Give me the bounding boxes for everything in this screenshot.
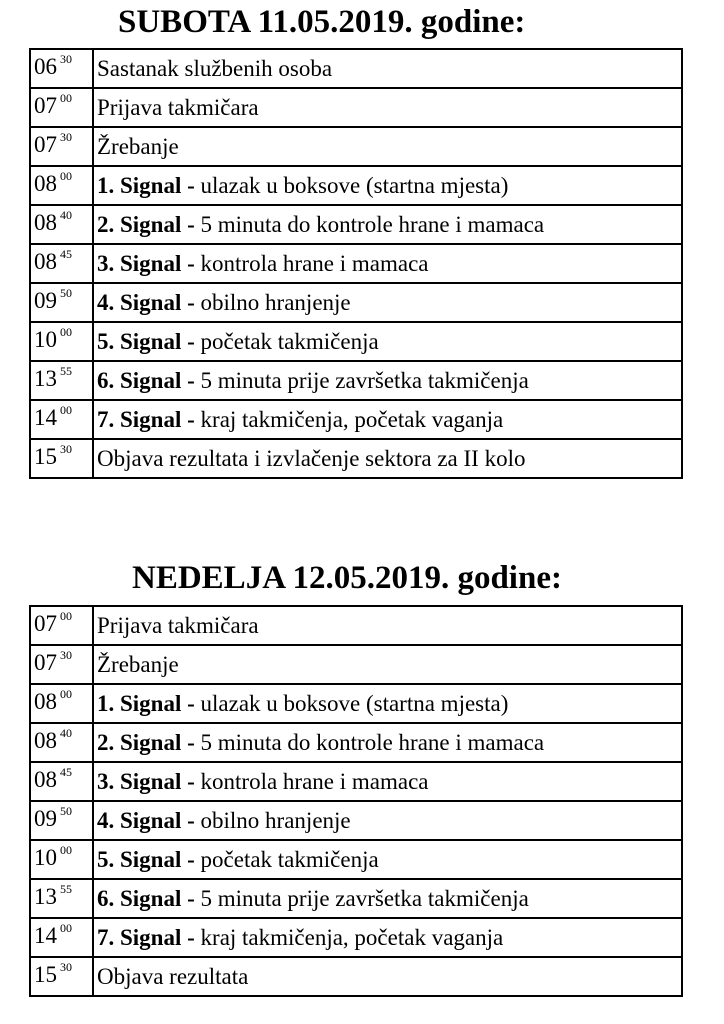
schedule-row [30, 801, 682, 840]
time-minute: 40 [60, 208, 72, 222]
event-text: obilno hranjenje [200, 289, 351, 315]
event-cell [93, 400, 682, 439]
time-hour: 07 [34, 611, 57, 636]
time-minute: 30 [60, 648, 72, 662]
time-minute: 00 [60, 843, 72, 857]
event-text: početak takmičenja [200, 328, 379, 354]
event-text: Žrebanje [97, 133, 179, 159]
signal-label: 3. Signal - [97, 250, 195, 276]
time-minute: 30 [60, 52, 72, 66]
event-text: kontrola hrane i mamaca [200, 250, 429, 276]
event-text: Objava rezultata i izvlačenje sektora za II kolo [97, 445, 526, 471]
signal-label: 4. Signal - [97, 289, 195, 315]
time-cell [30, 244, 93, 283]
signal-label: 1. Signal - [97, 172, 195, 198]
schedule-row [30, 361, 682, 400]
time-cell [30, 439, 93, 478]
event-text: početak takmičenja [200, 846, 379, 872]
signal-label: 7. Signal - [97, 924, 195, 950]
event-cell [93, 645, 682, 684]
time-hour: 07 [34, 650, 57, 675]
day-title-saturday: SUBOTA 11.05.2019. godine: [118, 4, 526, 40]
time-cell [30, 127, 93, 166]
signal-label: 6. Signal - [97, 885, 195, 911]
schedule-row [30, 957, 682, 996]
time-hour: 09 [34, 806, 57, 831]
event-text: ulazak u boksove (startna mjesta) [200, 690, 509, 716]
signal-label: 5. Signal - [97, 328, 195, 354]
event-cell [93, 606, 682, 645]
time-minute: 00 [60, 169, 72, 183]
event-text: 5 minuta do kontrole hrane i mamaca [200, 729, 545, 755]
time-hour: 13 [34, 884, 57, 909]
event-text: kraj takmičenja, početak vaganja [200, 406, 504, 432]
time-cell [30, 322, 93, 361]
time-minute: 55 [60, 882, 72, 896]
schedule-row [30, 918, 682, 957]
event-text: 5 minuta prije završetka takmičenja [200, 367, 529, 393]
time-minute: 40 [60, 726, 72, 740]
time-hour: 14 [34, 405, 57, 430]
time-minute: 00 [60, 403, 72, 417]
event-text: Objava rezultata [97, 963, 249, 989]
time-hour: 15 [34, 444, 57, 469]
signal-label: 6. Signal - [97, 367, 195, 393]
time-hour: 10 [34, 845, 57, 870]
signal-label: 3. Signal - [97, 768, 195, 794]
schedule-row [30, 684, 682, 723]
event-text: kraj takmičenja, početak vaganja [200, 924, 504, 950]
event-cell [93, 762, 682, 801]
signal-label: 7. Signal - [97, 406, 195, 432]
time-hour: 10 [34, 327, 57, 352]
signal-label: 5. Signal - [97, 846, 195, 872]
time-hour: 08 [34, 767, 57, 792]
event-cell [93, 439, 682, 478]
event-cell [93, 88, 682, 127]
event-cell [93, 205, 682, 244]
schedule-row [30, 205, 682, 244]
schedule-row [30, 49, 682, 88]
time-minute: 30 [60, 130, 72, 144]
schedule-row [30, 400, 682, 439]
signal-label: 2. Signal - [97, 729, 195, 755]
schedule-row [30, 879, 682, 918]
schedule-row [30, 439, 682, 478]
time-minute: 30 [60, 960, 72, 974]
event-cell [93, 879, 682, 918]
time-hour: 09 [34, 288, 57, 313]
time-minute: 30 [60, 442, 72, 456]
time-cell [30, 606, 93, 645]
time-minute: 55 [60, 364, 72, 378]
schedule-row [30, 762, 682, 801]
time-minute: 00 [60, 91, 72, 105]
time-cell [30, 684, 93, 723]
day-title-sunday: NEDELJA 12.05.2019. godine: [132, 560, 562, 596]
event-cell [93, 918, 682, 957]
event-cell [93, 723, 682, 762]
time-cell [30, 645, 93, 684]
time-hour: 07 [34, 132, 57, 157]
time-cell [30, 205, 93, 244]
schedule-row [30, 606, 682, 645]
time-hour: 13 [34, 366, 57, 391]
time-minute: 45 [60, 765, 72, 779]
time-cell [30, 166, 93, 205]
time-cell [30, 918, 93, 957]
signal-label: 4. Signal - [97, 807, 195, 833]
event-text: 5 minuta prije završetka takmičenja [200, 885, 529, 911]
event-text: Sastanak službenih osoba [97, 55, 333, 81]
schedule-row [30, 166, 682, 205]
time-hour: 14 [34, 923, 57, 948]
event-cell [93, 49, 682, 88]
schedule-row [30, 645, 682, 684]
time-cell [30, 361, 93, 400]
time-minute: 00 [60, 921, 72, 935]
schedule-body [30, 49, 682, 478]
event-cell [93, 684, 682, 723]
signal-label: 1. Signal - [97, 690, 195, 716]
event-text: Prijava takmičara [97, 612, 259, 638]
event-text: Prijava takmičara [97, 94, 259, 120]
event-text: kontrola hrane i mamaca [200, 768, 429, 794]
event-text: 5 minuta do kontrole hrane i mamaca [200, 211, 545, 237]
schedule-row [30, 244, 682, 283]
time-minute: 00 [60, 687, 72, 701]
schedule-table-saturday [29, 48, 683, 479]
schedule-row [30, 127, 682, 166]
time-cell [30, 49, 93, 88]
time-minute: 00 [60, 609, 72, 623]
time-minute: 50 [60, 804, 72, 818]
time-hour: 08 [34, 249, 57, 274]
event-cell [93, 166, 682, 205]
time-cell [30, 879, 93, 918]
time-minute: 50 [60, 286, 72, 300]
schedule-row [30, 840, 682, 879]
time-minute: 00 [60, 325, 72, 339]
schedule-row [30, 88, 682, 127]
event-text: ulazak u boksove (startna mjesta) [200, 172, 509, 198]
schedule-row [30, 322, 682, 361]
time-hour: 15 [34, 962, 57, 987]
time-cell [30, 840, 93, 879]
schedule-table-sunday [29, 605, 683, 997]
time-hour: 07 [34, 93, 57, 118]
event-cell [93, 801, 682, 840]
time-hour: 08 [34, 210, 57, 235]
event-cell [93, 361, 682, 400]
time-hour: 08 [34, 689, 57, 714]
event-cell [93, 957, 682, 996]
time-cell [30, 283, 93, 322]
time-cell [30, 723, 93, 762]
event-text: obilno hranjenje [200, 807, 351, 833]
schedule-body [30, 606, 682, 996]
time-cell [30, 762, 93, 801]
event-cell [93, 127, 682, 166]
signal-label: 2. Signal - [97, 211, 195, 237]
time-hour: 08 [34, 728, 57, 753]
time-cell [30, 801, 93, 840]
event-cell [93, 283, 682, 322]
schedule-row [30, 283, 682, 322]
schedule-row [30, 723, 682, 762]
event-cell [93, 840, 682, 879]
time-hour: 08 [34, 171, 57, 196]
time-minute: 45 [60, 247, 72, 261]
time-hour: 06 [34, 54, 57, 79]
time-cell [30, 957, 93, 996]
event-text: Žrebanje [97, 651, 179, 677]
time-cell [30, 88, 93, 127]
time-cell [30, 400, 93, 439]
event-cell [93, 244, 682, 283]
event-cell [93, 322, 682, 361]
